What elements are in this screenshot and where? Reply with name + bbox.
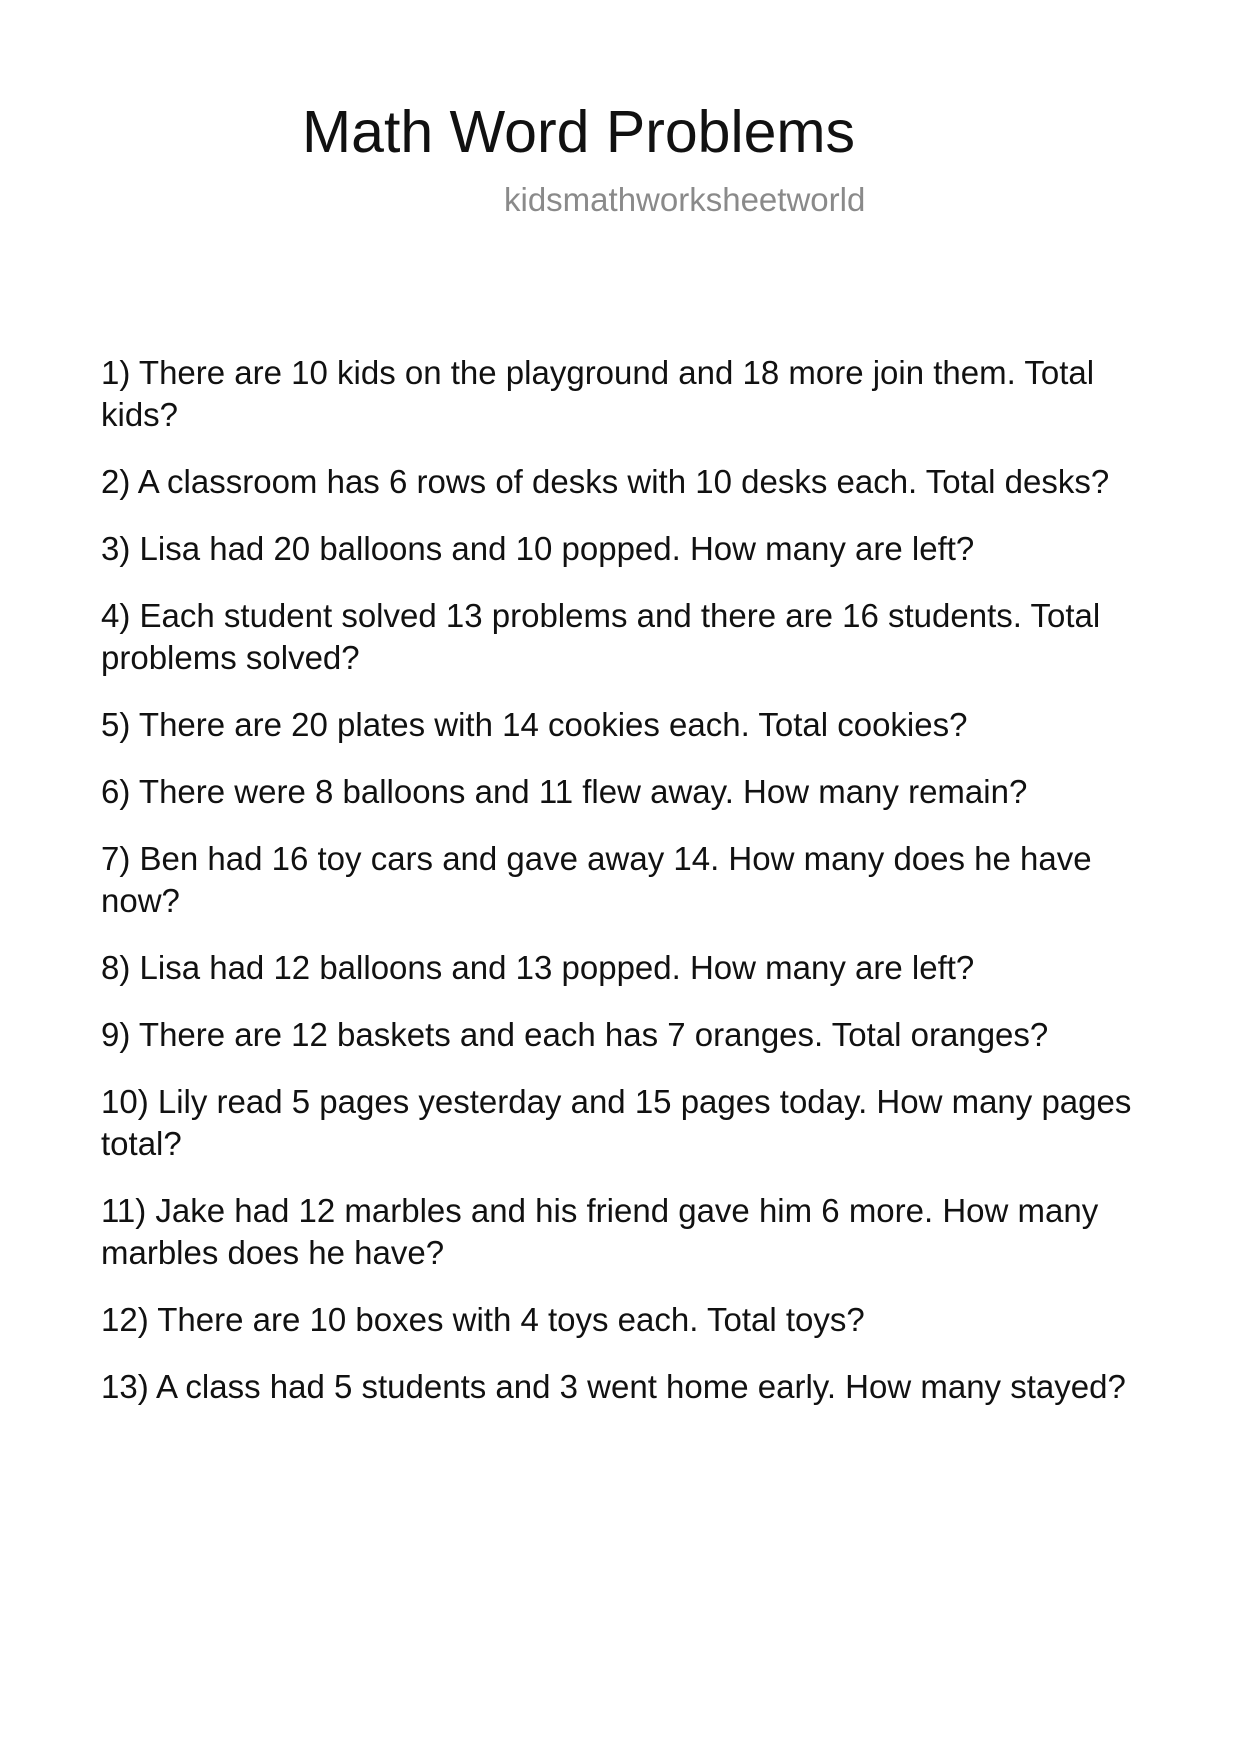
problem-item: 8) Lisa had 12 balloons and 13 popped. How many are left? <box>101 949 975 986</box>
problem-item: 9) There are 12 baskets and each has 7 oranges. Total oranges? <box>101 1016 1049 1053</box>
problem-item: 10) Lily read 5 pages yesterday and 15 pages today. How many pages total? <box>101 1083 1132 1162</box>
problem-list <box>101 352 1141 1433</box>
problem-item: 12) There are 10 boxes with 4 toys each. Total toys? <box>101 1301 865 1338</box>
problem-item: 3) Lisa had 20 balloons and 10 popped. How many are left? <box>101 530 975 567</box>
problem-item: 13) A class had 5 students and 3 went home early. How many stayed? <box>101 1368 1126 1405</box>
problem-item: 1) There are 10 kids on the playground and 18 more join them. Total kids? <box>101 354 1095 433</box>
page-title: Math Word Problems <box>302 99 856 165</box>
problem-item: 11) Jake had 12 marbles and his friend gave him 6 more. How many marbles does he have? <box>101 1192 1099 1271</box>
problem-item: 5) There are 20 plates with 14 cookies each. Total cookies? <box>101 706 968 743</box>
problem-item: 4) Each student solved 13 problems and there are 16 students. Total problems solved? <box>101 597 1101 676</box>
problem-item: 7) Ben had 16 toy cars and gave away 14. How many does he have now? <box>101 840 1092 919</box>
problem-item: 6) There were 8 balloons and 11 flew away. How many remain? <box>101 773 1028 810</box>
page-subtitle: kidsmathworksheetworld <box>504 181 866 218</box>
problem-item: 2) A classroom has 6 rows of desks with 10 desks each. Total desks? <box>101 463 1110 500</box>
